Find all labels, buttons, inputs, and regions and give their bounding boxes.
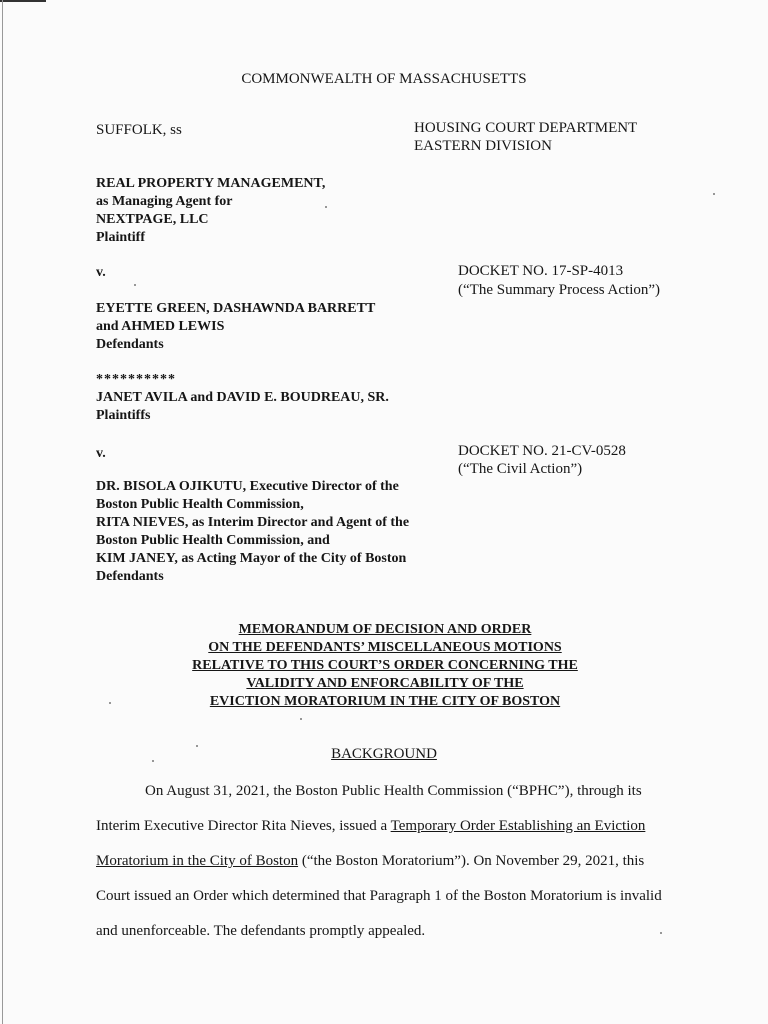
body-text: (“the Boston Moratorium”). On November 29, 2021, this	[298, 853, 645, 869]
scan-speck	[109, 702, 111, 704]
order-title-reference: Temporary Order Establishing an Eviction	[390, 818, 646, 834]
body-text: Interim Executive Director Rita Nieves, issued a	[96, 818, 391, 834]
case2-defendant-line: KIM JANEY, as Acting Mayor of the City of Boston	[96, 551, 407, 566]
case2-defendant-line: RITA NIEVES, as Interim Director and Agent of the	[96, 515, 410, 530]
case2-defendant-line: DR. BISOLA OJIKUTU, Executive Director of the	[96, 479, 399, 494]
scan-speck	[300, 718, 302, 720]
memorandum-title-line: RELATIVE TO THIS COURT’S ORDER CONCERNING THE	[192, 658, 578, 673]
scan-speck	[196, 745, 198, 747]
scan-speck	[325, 206, 327, 208]
case2-docket-description: (“The Civil Action”)	[458, 461, 583, 477]
memorandum-title-line: EVICTION MORATORIUM IN THE CITY OF BOSTON	[209, 694, 561, 709]
body-line	[96, 817, 645, 835]
memorandum-title	[150, 621, 620, 711]
body-line: Court issued an Order which determined that Paragraph 1 of the Boston Moratorium is invalid	[96, 888, 662, 904]
case1-defendant-line: and AHMED LEWIS	[96, 319, 225, 334]
court-department: HOUSING COURT DEPARTMENT	[414, 120, 638, 136]
case1-plaintiff-line: REAL PROPERTY MANAGEMENT,	[96, 176, 326, 191]
case2-defendant-role: Defendants	[96, 569, 164, 584]
scan-left-edge	[2, 0, 3, 1024]
body-line: and unenforceable. The defendants promptly appealed.	[96, 923, 426, 939]
scan-speck	[660, 932, 662, 934]
case2-docket-number: DOCKET NO. 21-CV-0528	[458, 443, 626, 459]
scan-speck	[152, 760, 154, 762]
body-line	[96, 852, 644, 870]
case1-versus: v.	[96, 265, 106, 280]
scan-speck	[134, 284, 136, 286]
case2-versus: v.	[96, 446, 106, 461]
memorandum-title-line: MEMORANDUM OF DECISION AND ORDER	[238, 622, 532, 637]
order-title-reference: Moratorium in the City of Boston	[96, 853, 299, 869]
case2-plaintiff-role: Plaintiffs	[96, 408, 151, 423]
case1-docket-description: (“The Summary Process Action”)	[458, 282, 661, 298]
memorandum-title-line: VALIDITY AND ENFORCABILITY OF THE	[246, 676, 524, 691]
case1-defendant-line: EYETTE GREEN, DASHAWNDA BARRETT	[96, 301, 376, 316]
commonwealth-heading: COMMONWEALTH OF MASSACHUSETTS	[241, 71, 527, 87]
case1-plaintiff-line: as Managing Agent for	[96, 194, 233, 209]
case2-plaintiff-line: JANET AVILA and DAVID E. BOUDREAU, SR.	[96, 390, 389, 405]
scan-speck	[713, 193, 715, 195]
case2-defendant-line: Boston Public Health Commission, and	[96, 533, 330, 548]
memorandum-title-line: ON THE DEFENDANTS’ MISCELLANEOUS MOTIONS	[208, 640, 562, 655]
section-heading: BACKGROUND	[331, 746, 437, 762]
case1-docket-number: DOCKET NO. 17-SP-4013	[458, 263, 624, 279]
case2-defendant-line: Boston Public Health Commission,	[96, 497, 304, 512]
case1-plaintiff-role: Plaintiff	[96, 230, 145, 245]
body-line: On August 31, 2021, the Boston Public Health Commission (“BPHC”), through its	[145, 783, 642, 799]
court-division: EASTERN DIVISION	[414, 138, 552, 154]
scan-corner-mark	[0, 0, 46, 10]
case1-defendant-role: Defendants	[96, 337, 164, 352]
case-separator: **********	[96, 372, 176, 387]
county-label: SUFFOLK, ss	[96, 122, 182, 138]
case1-plaintiff-line: NEXTPAGE, LLC	[96, 212, 209, 227]
